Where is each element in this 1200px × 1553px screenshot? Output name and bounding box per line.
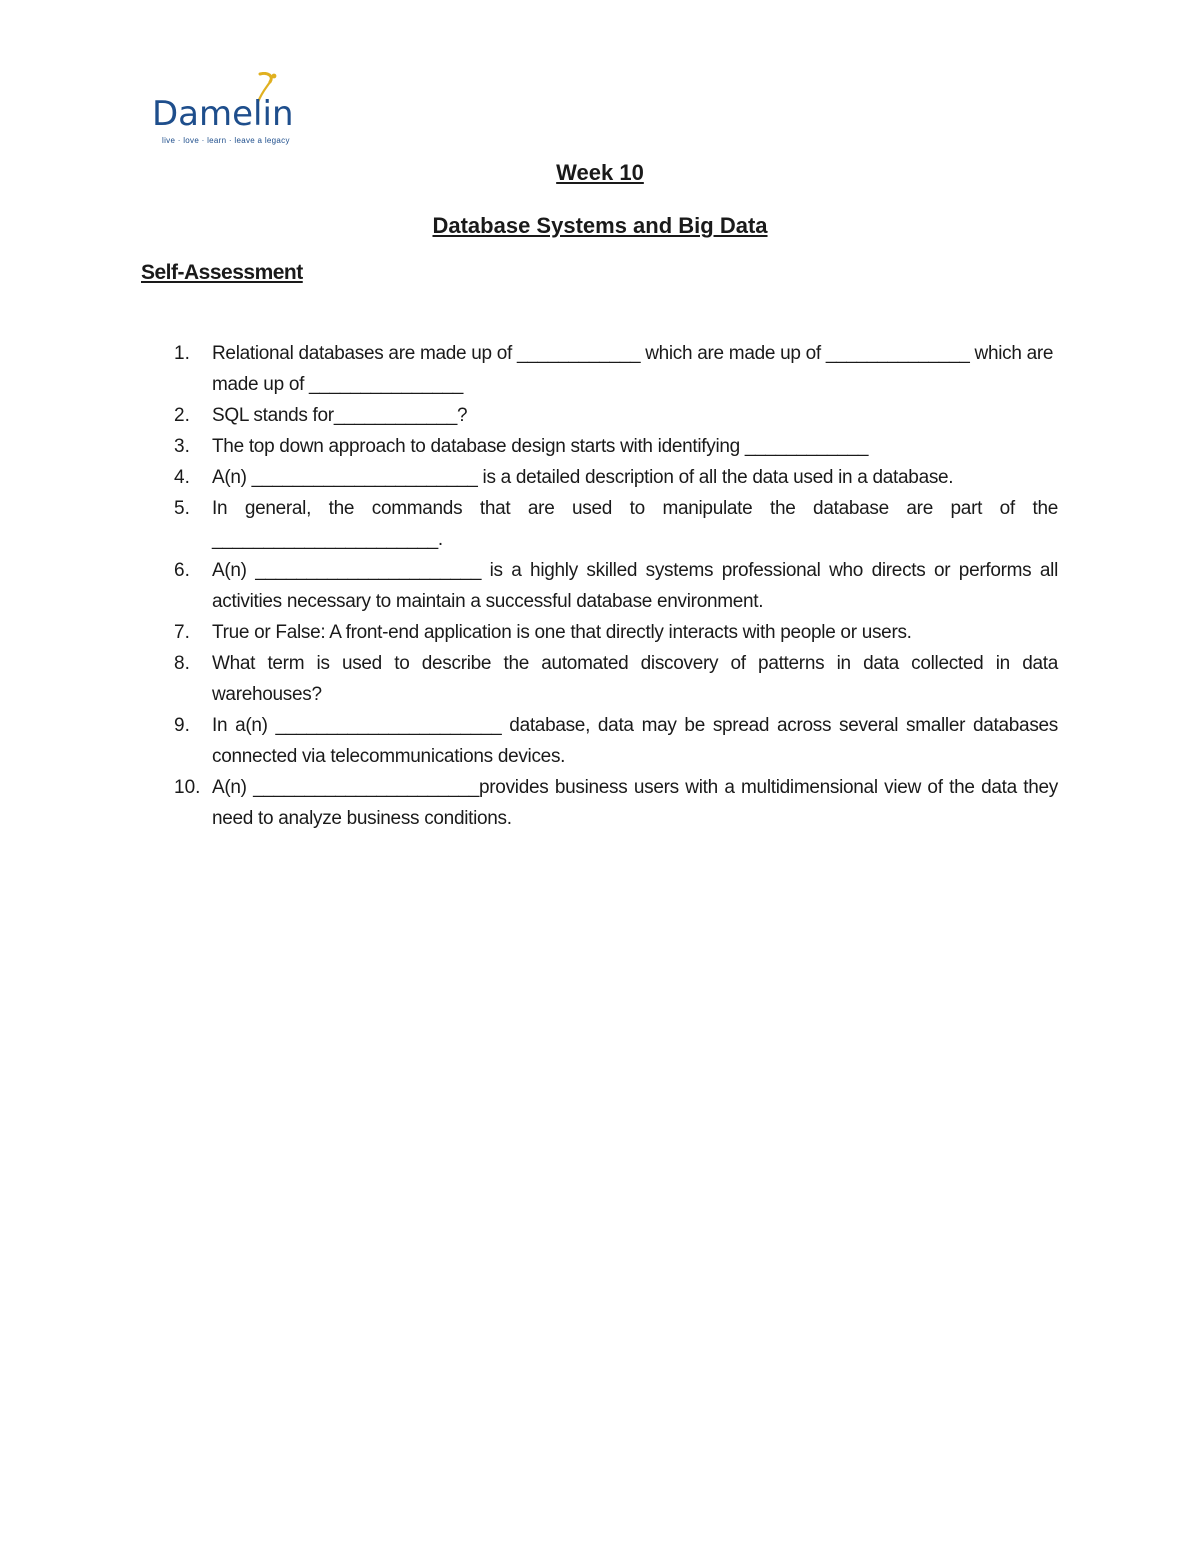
section-heading: Self-Assessment	[141, 261, 303, 284]
question-text: A(n) ______________________ is a highly skilled systems professional who directs or performs all activities necessary to maintain a successful database environment.	[212, 560, 1058, 612]
question-number: 2.	[174, 405, 190, 426]
question-number: 6.	[174, 560, 190, 581]
question-text: True or False: A front-end application is one that directly interacts with people or users.	[212, 622, 912, 643]
question-number: 7.	[174, 622, 190, 643]
question-text: What term is used to describe the automated discovery of patterns in data collected in data warehouses?	[212, 653, 1058, 705]
question-item	[0, 462, 1200, 493]
question-number: 1.	[174, 343, 190, 364]
question-item	[0, 710, 1200, 772]
question-item	[0, 772, 1200, 834]
question-text: In general, the commands that are used to manipulate the database are part of the ______________________.	[212, 498, 1058, 550]
question-item	[0, 431, 1200, 462]
question-text: A(n) ______________________ is a detailed description of all the data used in a database.	[212, 467, 954, 488]
question-number: 3.	[174, 436, 190, 457]
question-list	[0, 338, 1200, 834]
question-item	[0, 555, 1200, 617]
week-title: Week 10	[556, 160, 644, 185]
question-text: SQL stands for____________?	[212, 405, 468, 426]
question-number: 5.	[174, 498, 190, 519]
question-text: A(n) ______________________provides business users with a multidimensional view of the data they need to analyze business conditions.	[212, 777, 1058, 829]
question-text: Relational databases are made up of ____________ which are made up of ______________ which are made up of _______________	[212, 343, 1054, 395]
question-number: 10.	[174, 777, 201, 798]
course-title: Database Systems and Big Data	[432, 213, 768, 238]
question-number: 4.	[174, 467, 190, 488]
question-text: In a(n) ______________________ database, data may be spread across several smaller databases connected via telecommunications devices.	[212, 715, 1058, 767]
logo-tagline: live · love · learn · leave a legacy	[162, 136, 290, 145]
question-item	[0, 493, 1200, 555]
question-number: 8.	[174, 653, 190, 674]
logo-wordmark: Damelin	[152, 94, 294, 134]
question-item	[0, 648, 1200, 710]
question-number: 9.	[174, 715, 190, 736]
question-item	[0, 617, 1200, 648]
question-item	[0, 400, 1200, 431]
damelin-logo	[150, 72, 310, 152]
question-text: The top down approach to database design starts with identifying ____________	[212, 436, 869, 457]
question-item	[0, 338, 1200, 400]
